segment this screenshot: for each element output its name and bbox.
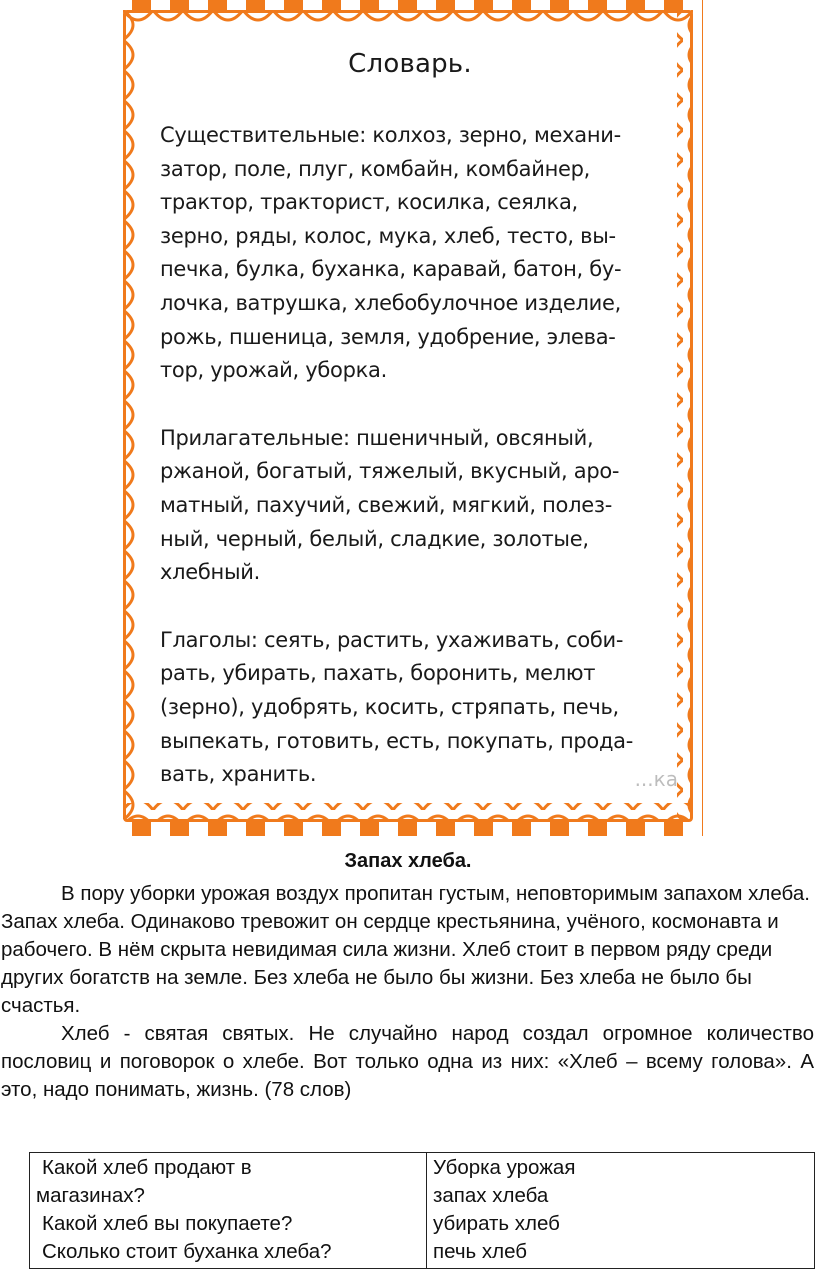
adjectives-paragraph xyxy=(160,422,660,590)
story-title: Запах хлеба. xyxy=(344,850,472,872)
story-paragraph-1: В пору уборки урожая воздух пропитан густым, неповторимым запахом хлеба. Запах хлеба. Одинаково тревожит он сердце крестьянина, учёного, космонавта и рабочего. В нём скрыта невидимая сила жизни. Хлеб стоит в первом ряду среди других богатств на земле. Без хлеба не было бы жизни. Без хлеба не было бы счастья. xyxy=(1,882,810,1017)
watermark: ...ка xyxy=(634,767,678,791)
adjectives-line: Прилагательные: пшеничный, овсяный, xyxy=(160,425,594,450)
question-line: Какой хлеб вы покупаете? xyxy=(42,1212,293,1235)
adjectives-line: матный, пахучий, свежий, мягкий, полез- xyxy=(160,492,612,517)
phrase-line: Уборка урожая xyxy=(433,1156,576,1179)
question-line: Какой хлеб продают в xyxy=(42,1156,252,1179)
nouns-paragraph xyxy=(160,119,660,388)
phrase-line: убирать хлеб xyxy=(433,1212,560,1235)
dictionary-card xyxy=(113,0,703,836)
nouns-line: Существительные: колхоз, зерно, механи- xyxy=(160,123,621,147)
nouns-line: затор, поле, плуг, комбайн, комбайнер, xyxy=(160,156,591,181)
verbs-line: (зерно), удобрять, косить, стряпать, печь, xyxy=(160,694,619,719)
phrase-line: запах хлеба xyxy=(433,1184,549,1207)
nouns-line: печка, булка, буханка, каравай, батон, бу- xyxy=(160,257,622,282)
table-row xyxy=(30,1153,815,1269)
story-paragraph-2: Хлеб - святая святых. Не случайно народ создал огромное количество пословиц и поговорок о хлебе. Вот только одна из них: «Хлеб – всему голова». А это, надо понимать, жизнь. (78 слов) xyxy=(1,1022,814,1101)
verbs-line: выпекать, готовить, есть, покупать, прода- xyxy=(160,728,634,753)
verbs-line: рать, убирать, пахать, боронить, мелют xyxy=(160,661,596,686)
adjectives-line: ржаной, богатый, тяжелый, вкусный, аро- xyxy=(160,459,620,484)
question-line: Сколько стоит буханка хлеба? xyxy=(42,1240,332,1263)
question-line: магазинах? xyxy=(36,1184,145,1207)
nouns-line: тор, урожай, уборка. xyxy=(160,358,387,383)
verbs-line: вать, хранить. xyxy=(160,762,317,787)
story-text xyxy=(1,880,814,1104)
card-content xyxy=(160,49,660,826)
adjectives-line: ный, черный, белый, сладкие, золотые, xyxy=(160,526,589,551)
nouns-line: лочка, ватрушка, хлебобулочное изделие, xyxy=(160,290,621,315)
phrases-cell xyxy=(427,1153,815,1269)
questions-cell xyxy=(30,1153,427,1269)
nouns-line: зерно, ряды, колос, мука, хлеб, тесто, вы- xyxy=(160,223,616,248)
adjectives-line: хлебный. xyxy=(160,560,260,585)
phrase-line: печь хлеб xyxy=(433,1240,528,1263)
verbs-paragraph xyxy=(160,624,660,792)
questions-table xyxy=(29,1152,815,1269)
dictionary-title: Словарь. xyxy=(348,49,472,79)
verbs-line: Глаголы: сеять, растить, ухаживать, соби- xyxy=(160,627,624,652)
nouns-line: рожь, пшеница, земля, удобрение, элева- xyxy=(160,324,616,349)
card-frame xyxy=(123,10,693,822)
nouns-line: трактор, тракторист, косилка, сеялка, xyxy=(160,190,578,215)
